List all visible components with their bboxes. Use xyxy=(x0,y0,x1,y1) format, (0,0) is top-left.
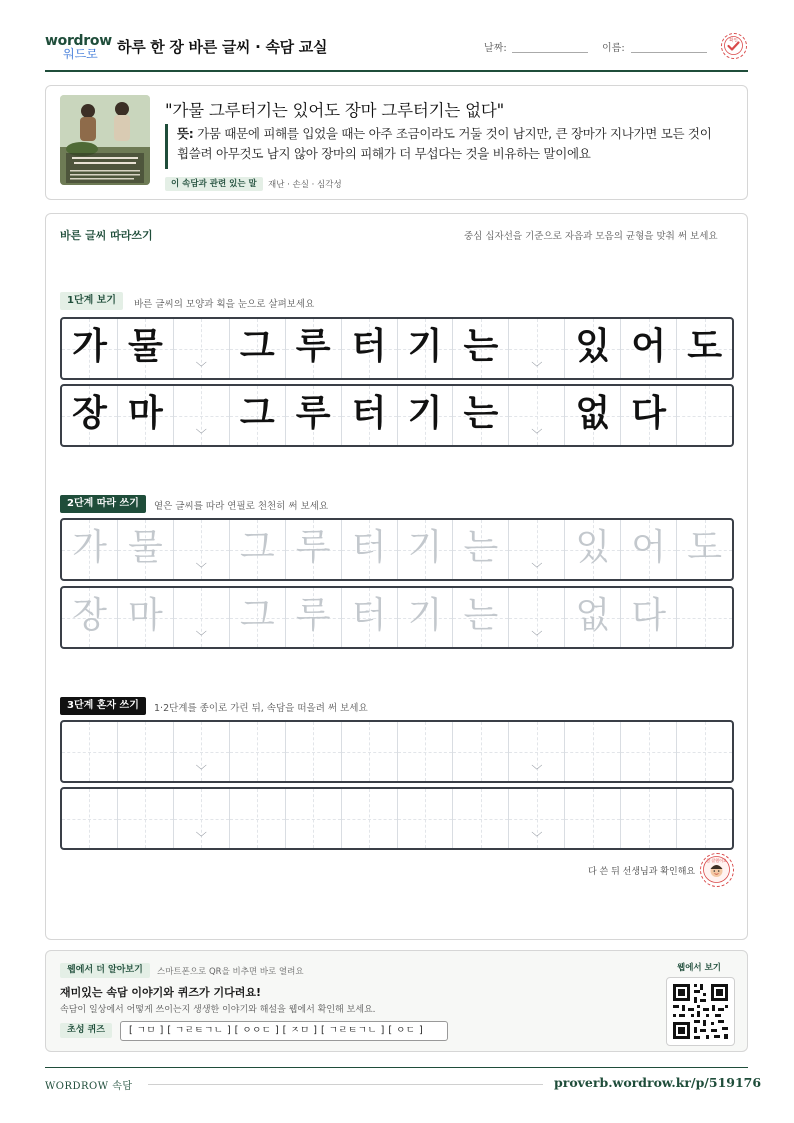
proverb-illustration xyxy=(60,95,150,185)
grid-cell[interactable] xyxy=(621,789,677,848)
grid-cell[interactable] xyxy=(174,789,230,848)
grid-cell[interactable] xyxy=(62,722,118,781)
trace-glyph: 그 xyxy=(239,595,275,636)
space-mark-icon: ﹀ xyxy=(531,630,543,643)
model-glyph: 있 xyxy=(575,326,611,367)
check-stamp-text: 확인 xyxy=(729,38,738,44)
space-mark-icon: ﹀ xyxy=(531,831,543,844)
proverb-title: "가물 그루터기는 있어도 장마 그루터기는 없다" xyxy=(165,101,505,120)
meaning-label: 뜻: xyxy=(177,126,194,141)
step2-tag: 2단계 따라 쓰기 xyxy=(60,495,146,513)
name-label: 이름: xyxy=(602,43,625,54)
grid-cell xyxy=(118,319,174,378)
grid-cell xyxy=(342,386,398,445)
grid-cell[interactable] xyxy=(509,520,565,579)
trace-glyph: 마 xyxy=(127,595,163,636)
trace-glyph: 장 xyxy=(72,595,107,636)
check-stamp-icon xyxy=(721,33,747,59)
grid-cell[interactable] xyxy=(621,722,677,781)
model-glyph: 다 xyxy=(631,393,667,434)
trace-glyph: 없 xyxy=(575,595,611,636)
grid-cell[interactable] xyxy=(677,722,732,781)
grid-cell[interactable] xyxy=(398,588,454,647)
grid-cell[interactable] xyxy=(342,588,398,647)
footer-brand: WORDROW 속담 xyxy=(45,1081,133,1092)
trace-glyph: 기 xyxy=(407,527,443,568)
grid-cell xyxy=(62,386,118,445)
grid-cell xyxy=(230,319,286,378)
grid-cell[interactable] xyxy=(453,588,509,647)
grid-cell[interactable] xyxy=(286,789,342,848)
grid-cell[interactable] xyxy=(286,520,342,579)
grid-cell[interactable] xyxy=(453,722,509,781)
trace-glyph: 터 xyxy=(351,527,387,568)
model-glyph: 기 xyxy=(407,393,443,434)
model-glyph: 물 xyxy=(127,326,163,367)
model-glyph: 루 xyxy=(295,326,331,367)
grid-cell[interactable] xyxy=(565,722,621,781)
grid-cell[interactable] xyxy=(62,520,118,579)
trace-glyph: 는 xyxy=(463,527,499,568)
grid-cell[interactable] xyxy=(286,588,342,647)
date-field[interactable] xyxy=(512,52,588,53)
model-glyph: 어 xyxy=(631,326,667,367)
model-glyph: 그 xyxy=(239,393,275,434)
space-mark-icon: ﹀ xyxy=(531,562,543,575)
grid-cell xyxy=(453,386,509,445)
grid-cell[interactable] xyxy=(677,789,732,848)
model-glyph: 터 xyxy=(351,326,387,367)
grid-cell xyxy=(286,319,342,378)
model-glyph: 는 xyxy=(463,393,499,434)
grid-cell[interactable] xyxy=(398,722,454,781)
grid-cell xyxy=(230,386,286,445)
date-label: 날짜: xyxy=(484,43,507,54)
web-more-tag: 웹에서 더 알아보기 xyxy=(60,963,150,978)
grid-cell xyxy=(398,386,454,445)
proverb-card xyxy=(45,85,748,200)
grid-cell[interactable] xyxy=(621,588,677,647)
grid-cell[interactable] xyxy=(118,588,174,647)
grid-cell[interactable] xyxy=(453,789,509,848)
step1-tag: 1단계 보기 xyxy=(60,292,123,310)
trace-glyph: 있 xyxy=(575,527,611,568)
step3-tag: 3단계 혼자 쓰기 xyxy=(60,697,146,715)
grid-cell[interactable] xyxy=(62,588,118,647)
proverb-meaning xyxy=(165,124,725,169)
model-glyph: 터 xyxy=(351,393,387,434)
grid-cell xyxy=(453,319,509,378)
grid-cell xyxy=(174,319,230,378)
space-mark-icon: ﹀ xyxy=(531,428,543,441)
grid-cell[interactable] xyxy=(565,789,621,848)
grid-cell xyxy=(398,319,454,378)
grid-cell xyxy=(174,386,230,445)
quiz-label: 초성 퀴즈 xyxy=(60,1023,112,1038)
step3-row-1[interactable] xyxy=(60,720,734,783)
grid-cell[interactable] xyxy=(230,588,286,647)
model-glyph: 는 xyxy=(463,326,499,367)
practice-section-label: 바른 글씨 따라쓰기 xyxy=(60,229,153,242)
footer-divider xyxy=(45,1067,748,1068)
grid-cell[interactable] xyxy=(118,520,174,579)
grid-cell[interactable] xyxy=(118,789,174,848)
step3-hint: 1·2단계를 종이로 가린 뒤, 속담을 떠올려 써 보세요 xyxy=(154,703,368,714)
wordrow-logo xyxy=(45,33,112,64)
related-tag: 이 속담과 관련 있는 말 xyxy=(165,177,263,191)
grid-cell xyxy=(118,386,174,445)
grid-cell[interactable] xyxy=(118,722,174,781)
grid-cell[interactable] xyxy=(509,588,565,647)
trace-glyph: 물 xyxy=(127,527,163,568)
grid-cell xyxy=(677,319,732,378)
grid-cell xyxy=(621,319,677,378)
model-glyph: 기 xyxy=(407,326,443,367)
grid-cell xyxy=(565,319,621,378)
model-glyph: 마 xyxy=(127,393,163,434)
grid-cell[interactable] xyxy=(174,520,230,579)
page-title: 하루 한 장 바른 글씨 · 속담 교실 xyxy=(117,38,328,56)
grid-cell[interactable] xyxy=(565,588,621,647)
trace-glyph: 는 xyxy=(463,595,499,636)
web-description: 속담이 일상에서 어떻게 쓰이는지 생생한 이야기와 해설을 웹에서 확인해 보세요. xyxy=(60,1005,376,1015)
teacher-stamp-icon xyxy=(700,853,734,887)
space-mark-icon: ﹀ xyxy=(531,361,543,374)
model-glyph: 그 xyxy=(239,326,275,367)
model-glyph: 가 xyxy=(72,326,107,367)
grid-cell[interactable] xyxy=(677,588,732,647)
qr-code-icon[interactable] xyxy=(666,977,735,1046)
space-mark-icon: ﹀ xyxy=(195,630,207,643)
trace-glyph: 루 xyxy=(295,527,331,568)
grid-cell[interactable] xyxy=(621,520,677,579)
step2-row-2[interactable] xyxy=(60,586,734,649)
space-mark-icon: ﹀ xyxy=(195,764,207,777)
step1-row-1 xyxy=(60,317,734,380)
grid-cell xyxy=(565,386,621,445)
space-mark-icon: ﹀ xyxy=(195,831,207,844)
step3-row-2[interactable] xyxy=(60,787,734,850)
teacher-check-note: 다 쓴 뒤 선생님과 확인해요 xyxy=(588,867,696,877)
trace-glyph: 기 xyxy=(407,595,443,636)
trace-glyph: 그 xyxy=(239,527,275,568)
grid-cell xyxy=(621,386,677,445)
footer-url-link[interactable]: proverb.wordrow.kr/p/519176 xyxy=(554,1075,762,1090)
grid-cell xyxy=(62,319,118,378)
step1-hint: 바른 글씨의 모양과 획을 눈으로 살펴보세요 xyxy=(134,299,315,310)
grid-cell[interactable] xyxy=(453,520,509,579)
model-glyph: 없 xyxy=(575,393,611,434)
grid-cell[interactable] xyxy=(565,520,621,579)
grid-cell xyxy=(509,386,565,445)
related-words: 재난 · 손실 · 심각성 xyxy=(268,180,342,190)
step1-row-2 xyxy=(60,384,734,447)
grid-cell[interactable] xyxy=(174,722,230,781)
qr-title: 웹에서 보기 xyxy=(677,963,722,973)
grid-cell[interactable] xyxy=(230,722,286,781)
grid-cell[interactable] xyxy=(509,722,565,781)
trace-glyph: 가 xyxy=(72,527,107,568)
web-headline: 재미있는 속담 이야기와 퀴즈가 기다려요! xyxy=(60,986,261,999)
practice-section-hint: 중심 십자선을 기준으로 자음과 모음의 균형을 맞춰 써 보세요 xyxy=(464,231,718,242)
grid-cell[interactable] xyxy=(342,789,398,848)
trace-glyph: 터 xyxy=(351,595,387,636)
step2-row-1[interactable] xyxy=(60,518,734,581)
grid-cell xyxy=(286,386,342,445)
name-field[interactable] xyxy=(631,52,707,53)
grid-cell[interactable] xyxy=(398,520,454,579)
grid-cell[interactable] xyxy=(286,722,342,781)
space-mark-icon: ﹀ xyxy=(531,764,543,777)
teacher-stamp-text: 참 잘했어요 xyxy=(706,858,727,863)
footer-rule xyxy=(148,1084,543,1085)
model-glyph: 장 xyxy=(72,393,107,434)
page-header xyxy=(45,30,748,72)
trace-glyph: 다 xyxy=(631,595,667,636)
grid-cell[interactable] xyxy=(174,588,230,647)
space-mark-icon: ﹀ xyxy=(195,361,207,374)
grid-cell[interactable] xyxy=(230,520,286,579)
grid-cell[interactable] xyxy=(398,789,454,848)
qr-code-graphic xyxy=(667,978,734,1045)
grid-cell[interactable] xyxy=(230,789,286,848)
grid-cell[interactable] xyxy=(342,520,398,579)
grid-cell[interactable] xyxy=(342,722,398,781)
trace-glyph: 루 xyxy=(295,595,331,636)
grid-cell[interactable] xyxy=(62,789,118,848)
meaning-text: 가뭄 때문에 피해를 입었을 때는 아주 조금이라도 거둘 것이 남지만, 큰 장마가 지나가면 모든 것이 휩쓸려 아무것도 남지 않아 장마의 피해가 더 무섭다는 것을 비유하는 말이에요 xyxy=(177,126,712,161)
logo-korean: 워드로 xyxy=(63,47,98,61)
space-mark-icon: ﹀ xyxy=(195,562,207,575)
model-glyph: 루 xyxy=(295,393,331,434)
web-tag-hint: 스마트폰으로 QR을 비추면 바로 열려요 xyxy=(157,967,304,977)
space-mark-icon: ﹀ xyxy=(195,428,207,441)
web-section xyxy=(45,950,748,1052)
grid-cell[interactable] xyxy=(677,520,732,579)
logo-wordmark: wordrow xyxy=(45,33,112,49)
trace-glyph: 도 xyxy=(687,527,722,568)
grid-cell[interactable] xyxy=(509,789,565,848)
step2-hint: 옅은 글씨를 따라 연필로 천천히 써 보세요 xyxy=(154,501,329,512)
chosung-quiz: [ ㄱㅁ ] [ ㄱㄹㅌㄱㄴ ] [ ㅇㅇㄷ ] [ ㅈㅁ ] [ ㄱㄹㅌㄱㄴ ] [ ㅇㄷ ] xyxy=(120,1021,448,1041)
trace-glyph: 어 xyxy=(631,527,667,568)
grid-cell xyxy=(509,319,565,378)
grid-cell xyxy=(342,319,398,378)
grid-cell xyxy=(677,386,732,445)
model-glyph: 도 xyxy=(687,326,722,367)
